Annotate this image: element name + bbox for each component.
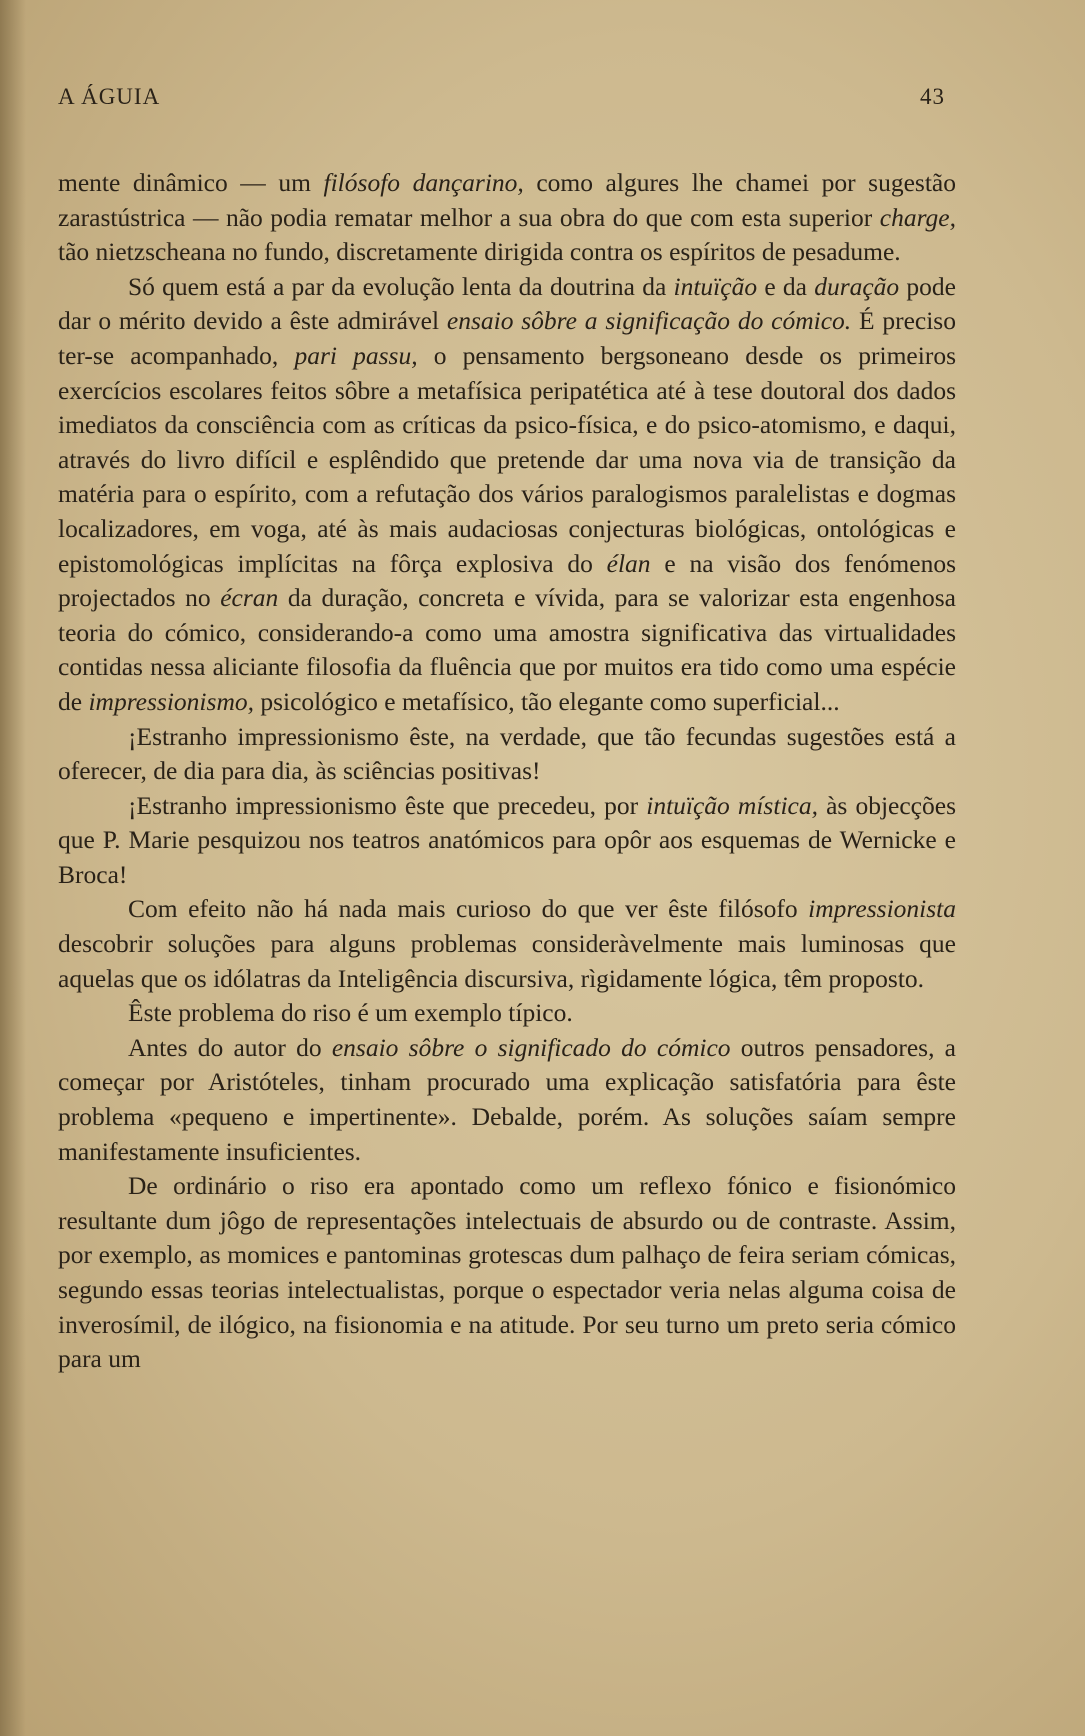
paragraph (58, 270, 956, 720)
paragraph (58, 1031, 956, 1169)
body-text (58, 166, 956, 1377)
text-run: às objecções que P. Marie pesquizou nos teatros anatómicos para opôr aos esquemas de Wernicke e Broca! (58, 790, 956, 889)
page-number: 43 (920, 84, 945, 109)
italic-text: écran (220, 583, 279, 613)
page-edge-shadow (0, 0, 26, 1736)
paragraph (58, 720, 956, 789)
running-header (58, 84, 945, 110)
paragraph (58, 1169, 956, 1377)
italic-text: élan (606, 548, 651, 578)
text-run: Êste problema do riso é um exemplo típico. (128, 998, 573, 1028)
text-run: como algures lhe chamei por sugestão zarastústrica — não podia rematar melhor a sua obra do que com esta superior (58, 168, 957, 232)
text-run: psicológico e metafísico, tão elegante como superficial... (253, 686, 840, 716)
text-run: da duração, concreta e vívida, para se valorizar esta engenhosa teoria do cómico, considerando-a como uma amostra significativa das virtualidades contidas nessa aliciante filosofia da fluência que por muitos era tido como uma espécie de (58, 583, 956, 716)
text-run: Só quem está a par da evolução lenta da doutrina da (128, 271, 674, 301)
text-run: ¡Estranho impressionismo êste, na verdade, que tão fecundas sugestões está a oferecer, de dia para dia, às sciências positivas! (58, 721, 956, 786)
italic-text: ensaio sôbre o significado do cómico (331, 1032, 731, 1062)
text-run: outros pensadores, a começar por Aristóteles, tinham procurado uma explicação satisfatória para êste problema «pequeno e impertinente». Debalde, porém. As soluções saíam sempre manifestamente insuficientes. (58, 1032, 956, 1166)
text-run: ¡Estranho impressionismo êste que precedeu, por (128, 790, 647, 820)
italic-text: duração (814, 271, 900, 301)
text-run: pode dar o mérito devido a êste admirável (58, 271, 956, 336)
paragraph (58, 166, 956, 270)
text-run: De ordinário o riso era apontado como um reflexo fónico e fisionómico resultante dum jôgo de representações intelectuais de absurdo ou de contraste. Assim, por exemplo, as momices e pantominas grotescas dum palhaço de feira seriam cómicas, segundo essas teorias intelectualistas, porque o espectador veria nelas alguma coisa de inverosímil, de ilógico, na fisionomia e na atitude. Por seu turno um preto seria cómico para um (58, 1171, 956, 1374)
running-title: A ÁGUIA (58, 84, 161, 109)
paragraph (58, 996, 956, 1031)
italic-text: impressionista (808, 894, 956, 924)
italic-text: intuïção (673, 271, 758, 301)
text-run: É preciso ter-se acompanhado, (58, 306, 956, 370)
text-run: o pensamento bergsoneano desde os primeiros exercícios escolares feitos sôbre a metafísica peripatética até à tese doutoral dos dados imediatos da consciência com as críticas da psico-física, e do psico-atomismo, e daqui, através do livro difícil e esplêndido que pretende dar uma nova via de transição da matéria para o espírito, com a refutação dos vários paralogismos paralelistas e dogmas localizadores, em voga, até às mais audaciosas conjecturas biológicas, ontológicas e epistomológicas implícitas na fôrça explosiva do (58, 340, 957, 578)
text-run: mente dinâmico — um (58, 168, 324, 197)
italic-text: charge, (879, 202, 956, 232)
text-run: e na visão dos fenómenos projectados no (58, 548, 956, 613)
paragraph (58, 789, 956, 893)
italic-text: filósofo dançarino, (323, 168, 524, 197)
italic-text: intuïção mística, (646, 790, 818, 820)
text-run: descobrir soluções para alguns problemas consideràvelmente mais luminosas que aquelas que os idólatras da Inteligência discursiva, rìgidamente lógica, têm proposto. (58, 929, 956, 993)
italic-text: ensaio sôbre a significação do cómico. (446, 306, 852, 336)
text-run: Antes do autor do (128, 1032, 332, 1062)
text-run: e da (757, 271, 815, 301)
italic-text: impressionismo, (88, 686, 254, 716)
paragraph (58, 892, 956, 996)
italic-text: pari passu, (294, 340, 418, 370)
text-run: tão nietzscheana no fundo, discretamente dirigida contra os espíritos de pesadume. (58, 237, 901, 267)
text-run: Com efeito não há nada mais curioso do que ver êste filósofo (128, 894, 809, 924)
